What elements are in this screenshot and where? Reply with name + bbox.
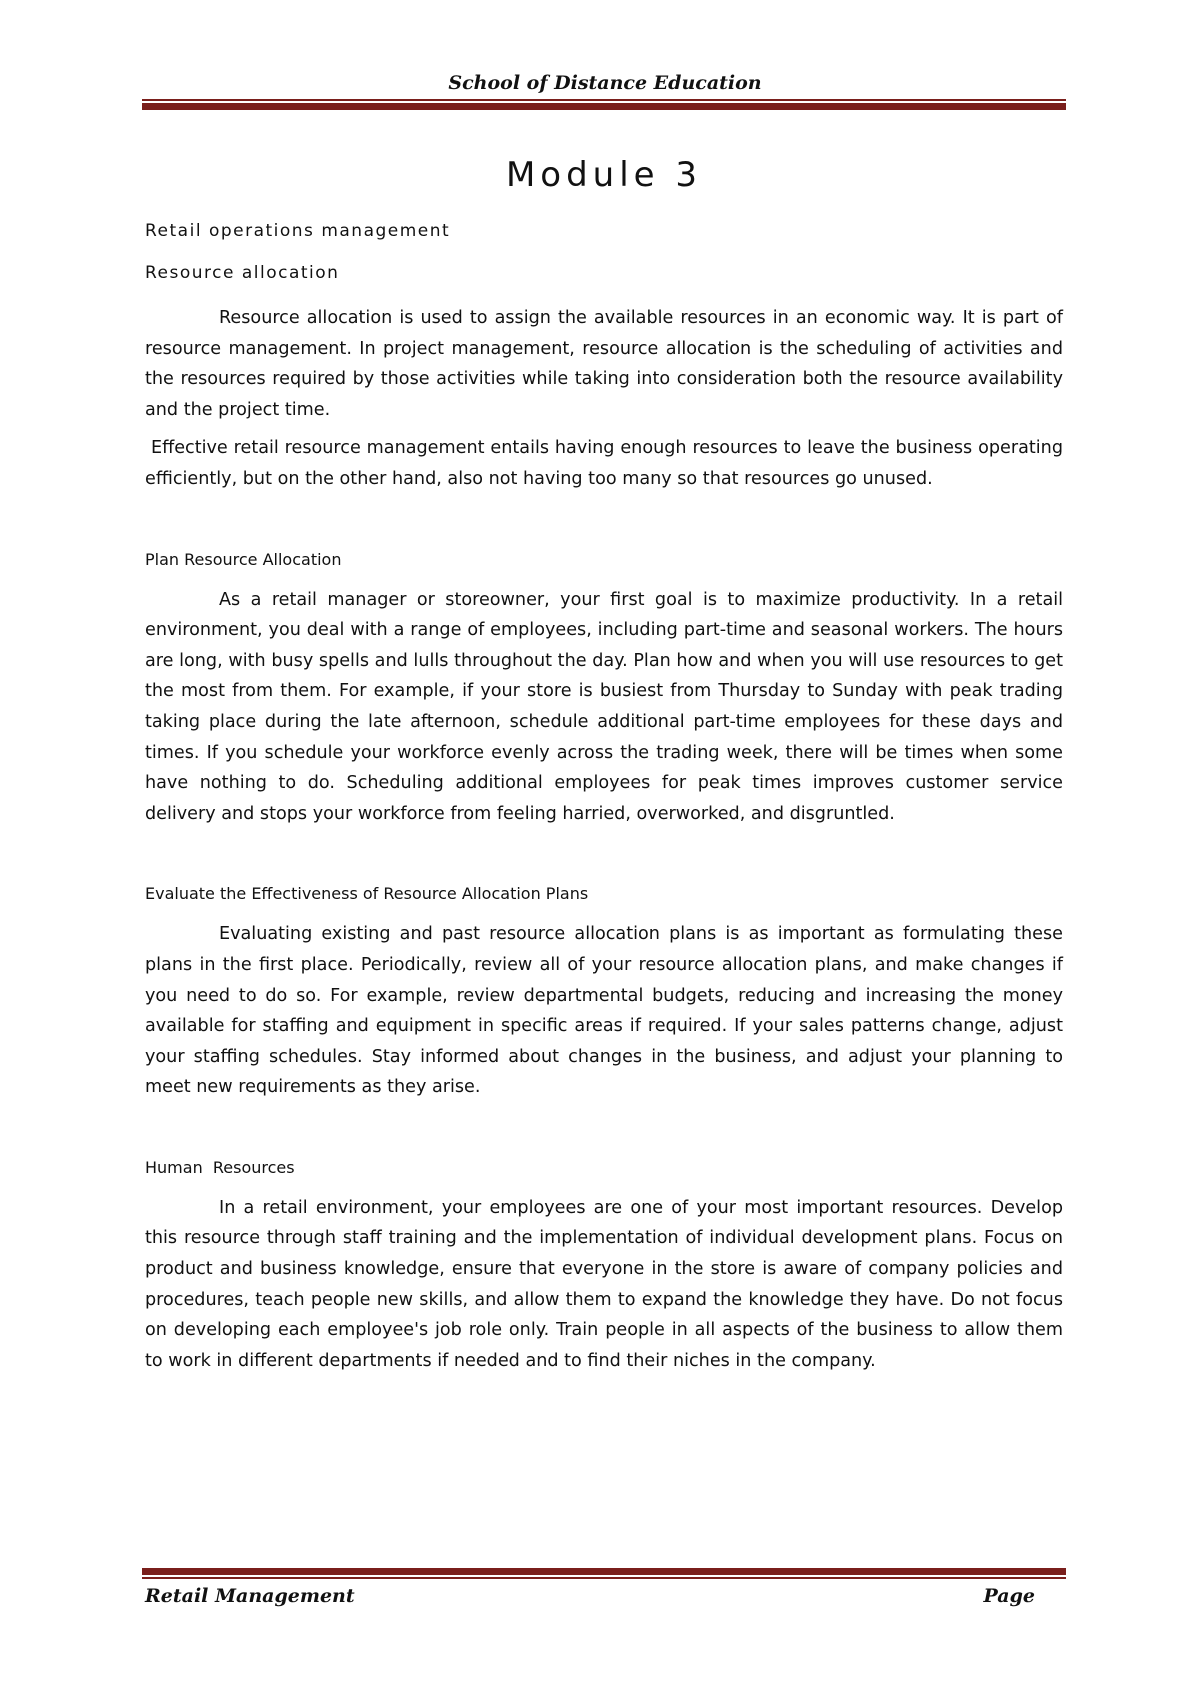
running-header: School of Distance Education	[448, 72, 762, 94]
intro-paragraph-2: Effective retail resource management entails having enough resources to leave the business operating efficiently, but on the other hand, also not having too many so that resources go unused.	[145, 438, 1063, 489]
intro-paragraph-1: Resource allocation is used to assign the available resources in an economic way. It is part of resource management. In project management, resource allocation is the scheduling of activities and the resources required by those activities while taking into consideration both the resource availability and the project time.	[145, 308, 1063, 420]
module-title: Module 3	[505, 155, 703, 195]
running-footer	[145, 1585, 1035, 1607]
section-heading-evaluate: Evaluate the Effectiveness of Resource Allocation Plans	[145, 884, 589, 904]
page-content	[145, 145, 1063, 1376]
footer-rule	[142, 1568, 1066, 1579]
section-paragraph-evaluate: Evaluating existing and past resource allocation plans is as important as formulating these plans in the first place. Periodically, review all of your resource allocation plans, and make changes if you need to do so. For example, review departmental budgets, reducing and increasing the money available for staffing and equipment in specific areas if required. If your sales patterns change, adjust your staffing schedules. Stay informed about changes in the business, and adjust your planning to meet new requirements as they arise.	[145, 924, 1063, 1098]
section-heading-plan: Plan Resource Allocation	[145, 549, 342, 569]
footer-page-label: Page	[983, 1585, 1035, 1607]
section-heading-human-resources: Human Resources	[145, 1157, 295, 1177]
section-paragraph-plan: As a retail manager or storeowner, your first goal is to maximize productivity. In a retail environment, you deal with a range of employees, including part-time and seasonal workers. The hours are long, with busy spells and lulls throughout the day. Plan how and when you will use resources to get the most from them. For example, if your store is busiest from Thursday to Sunday with peak trading taking place during the late afternoon, schedule additional part-time employees for these days and times. If you schedule your workforce evenly across the trading week, there will be times when some have nothing to do. Scheduling additional employees for peak times improves customer service delivery and stops your workforce from feeling harried, overworked, and disgruntled.	[145, 589, 1063, 824]
section-paragraph-human-resources: In a retail environment, your employees are one of your most important resources. Develop this resource through staff training and the implementation of individual development plans. Focus on product and business knowledge, ensure that everyone in the store is aware of company policies and procedures, teach people new skills, and allow them to expand the knowledge they have. Do not focus on developing each employee's job role only. Train people in all aspects of the business to allow them to work in different departments if needed and to find their niches in the company.	[145, 1197, 1063, 1371]
footer-course-title: Retail Management	[145, 1585, 355, 1607]
sub-heading-resource-allocation: Resource allocation	[145, 263, 340, 283]
header-rule	[142, 99, 1066, 110]
sub-heading-retail-operations: Retail operations management	[145, 221, 451, 241]
